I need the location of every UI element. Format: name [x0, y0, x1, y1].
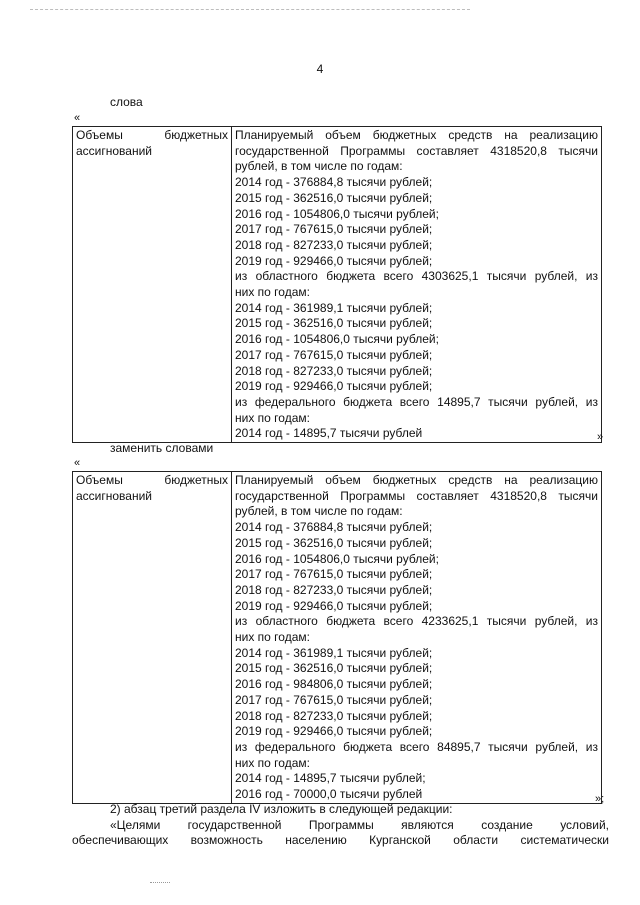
cell-line: 2014 год - 14895,7 тысячи рублей [235, 426, 423, 441]
table-row [73, 472, 602, 804]
cell-line: Планируемый объем бюджетных средств на реализацию [235, 473, 598, 487]
cell-line: 2017 год - 767615,0 тысячи рублей; [235, 567, 433, 582]
intro-word: слова [110, 95, 143, 109]
value-cell [232, 472, 605, 805]
label-line-1 [76, 128, 228, 144]
cell-line: государственной Программы составляет 4318520,8 тысячи [235, 488, 598, 503]
cell-line: 2016 год - 1054806,0 тысячи рублей; [235, 332, 439, 347]
open-quote-1: « [74, 112, 81, 124]
cell-line: 2016 год - 984806,0 тысячи рублей; [235, 677, 433, 692]
cell-line: них по годам: [235, 410, 310, 425]
cell-line: 2015 год - 362516,0 тысячи рублей; [235, 316, 433, 331]
cell-line: 2019 год - 929466,0 тысячи рублей; [235, 379, 433, 394]
budget-table-old [72, 126, 602, 443]
paragraph-body [72, 818, 609, 848]
cell-line: из областного бюджета всего 4233625,1 тысячи рублей, из [235, 614, 598, 629]
table-row [73, 127, 602, 443]
cell-line: 2017 год - 767615,0 тысячи рублей; [235, 347, 433, 362]
cell-line: 2019 год - 929466,0 тысячи рублей; [235, 253, 433, 268]
cell-line: 2017 год - 767615,0 тысячи рублей; [235, 222, 433, 237]
cell-line: рублей, в том числе по годам: [235, 504, 403, 519]
label-word: Объемы [76, 128, 123, 142]
cell-line: из федерального бюджета всего 14895,7 тысячи рублей, из [235, 394, 598, 409]
cell-line: 2014 год - 361989,1 тысячи рублей; [235, 300, 433, 315]
cell-line: 2015 год - 362516,0 тысячи рублей; [235, 535, 433, 550]
scan-artifact-line [30, 9, 470, 10]
cell-line: 2019 год - 929466,0 тысячи рублей; [235, 598, 433, 613]
cell-line: 2014 год - 376884,8 тысячи рублей; [235, 175, 433, 190]
cell-line: 2016 год - 70000,0 тысячи рублей [235, 787, 423, 802]
value-cell [232, 127, 602, 443]
open-quote-2: « [74, 457, 81, 469]
cell-line: из федерального бюджета всего 84895,7 тысячи рублей, из [235, 739, 598, 754]
paragraph-line: обеспечивающих возможность населению Курганской области систематически [72, 833, 609, 847]
close-quote-2: »; [595, 793, 605, 805]
paragraph-line: «Целями государственной Программы являются создание условий, [110, 818, 609, 832]
cell-line: 2018 год - 827233,0 тысячи рублей; [235, 237, 433, 252]
cell-line: Планируемый объем бюджетных средств на реализацию [235, 128, 598, 142]
budget-table-new [72, 471, 605, 805]
label-word: Объемы [76, 473, 123, 487]
cell-line: 2014 год - 361989,1 тысячи рублей; [235, 645, 433, 660]
cell-line: 2016 год - 1054806,0 тысячи рублей; [235, 206, 439, 221]
cell-line: 2015 год - 362516,0 тысячи рублей; [235, 661, 433, 676]
scan-artifact-dots [150, 882, 170, 883]
cell-line: 2018 год - 827233,0 тысячи рублей; [235, 708, 433, 723]
replace-word: заменить словами [110, 441, 214, 455]
label-line-1 [76, 473, 228, 489]
cell-line: из областного бюджета всего 4303625,1 тысячи рублей, из [235, 269, 598, 284]
page-number: 4 [316, 62, 324, 76]
cell-line: них по годам: [235, 285, 310, 300]
cell-line: 2014 год - 376884,8 тысячи рублей; [235, 520, 433, 535]
cell-line: рублей, в том числе по годам: [235, 159, 403, 174]
cell-line: 2018 год - 827233,0 тысячи рублей; [235, 582, 433, 597]
cell-line: государственной Программы составляет 4318520,8 тысячи [235, 143, 598, 158]
cell-line: 2014 год - 14895,7 тысячи рублей; [235, 771, 426, 786]
cell-line: них по годам: [235, 755, 310, 770]
label-line-2: ассигнований [76, 143, 153, 158]
cell-line: 2019 год - 929466,0 тысячи рублей; [235, 724, 433, 739]
cell-line: них по годам: [235, 630, 310, 645]
cell-line: 2016 год - 1054806,0 тысячи рублей; [235, 551, 439, 566]
close-quote-1: » [597, 431, 604, 443]
cell-line: 2018 год - 827233,0 тысячи рублей; [235, 363, 433, 378]
label-word: бюджетных [164, 473, 228, 487]
paragraph-heading: 2) абзац третий раздела IV изложить в следующей редакции: [110, 802, 453, 816]
label-line-2: ассигнований [76, 488, 153, 503]
label-cell [73, 472, 232, 804]
cell-line: 2015 год - 362516,0 тысячи рублей; [235, 190, 433, 205]
cell-line: 2017 год - 767615,0 тысячи рублей; [235, 692, 433, 707]
label-cell [73, 127, 232, 443]
label-word: бюджетных [164, 128, 228, 142]
